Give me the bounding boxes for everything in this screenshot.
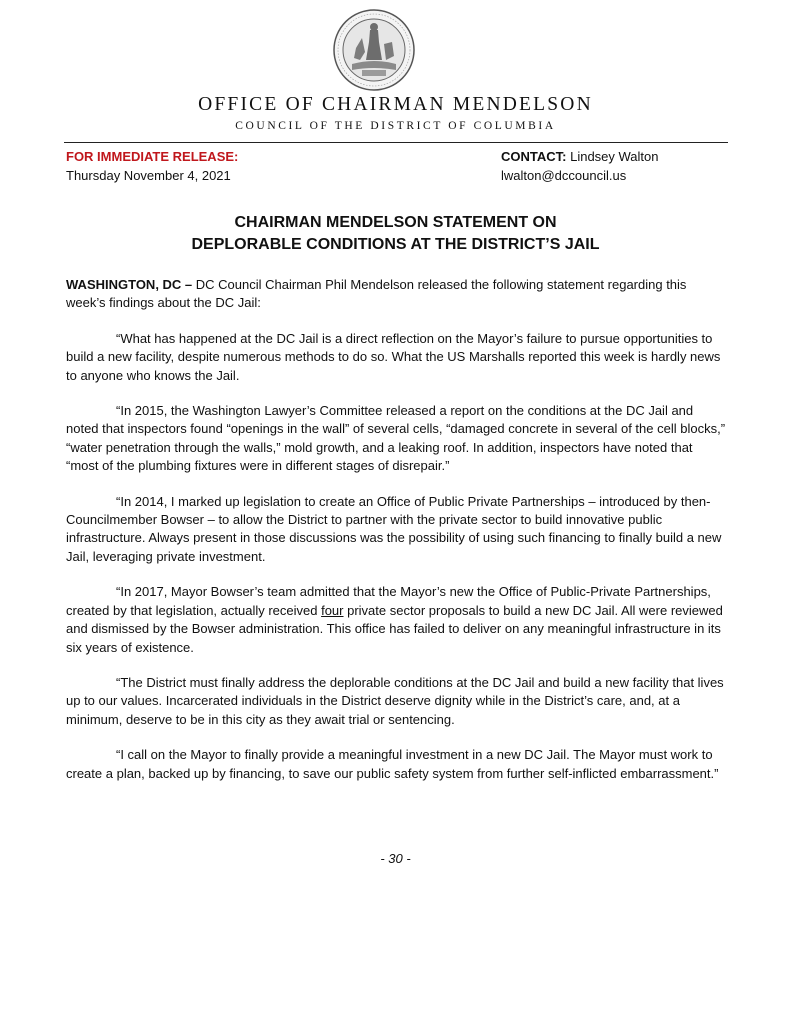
contact-name: Lindsey Walton <box>566 149 659 164</box>
underlined-word: four <box>321 602 344 618</box>
contact-label: CONTACT: <box>501 149 567 164</box>
council-name: COUNCIL OF THE DISTRICT OF COLUMBIA <box>235 120 556 132</box>
paragraph-4-part-1: “In 2017, Mayor Bowser’s team admitted that the Mayor’s new the Office of Public-Private Partnerships, created by that legislation, actually received <box>66 584 711 618</box>
paragraph-2: “In 2015, the Washington Lawyer’s Committee released a report on the conditions at the DC Jail and noted that inspectors found “openings in the wall” of several cells, “damaged concrete in several of the cell blocks,” “water penetration through the walls,” mold growth, and a leaking roof. In addition, inspectors have noted that “most of the plumbing fixtures were in different stages of disrepair.” <box>66 403 726 474</box>
paragraph-6: “I call on the Mayor to finally provide a meaningful investment in a new DC Jail. The Mayor must work to create a plan, backed up by financing, to save our public safety system from further self-inflicted embarrassment.” <box>66 747 719 781</box>
contact-line <box>501 149 659 164</box>
intro-paragraph <box>66 276 726 313</box>
release-date: Thursday November 4, 2021 <box>66 168 231 183</box>
paragraph-1: “What has happened at the DC Jail is a direct reflection on the Mayor’s failure to pursue opportunities to build a new facility, despite numerous methods to do so. What the US Marshalls reported this week is hardly news to anyone who knows the Jail. <box>66 330 721 383</box>
paragraph-4-part-2: private sector proposals to build a new DC Jail. All were reviewed and dismissed by the Bowser administration. This office has failed to deliver on any meaningful infrastructure in its six years of existence. <box>66 602 723 655</box>
headline-line-1: CHAIRMAN MENDELSON STATEMENT ON <box>234 214 557 231</box>
contact-email: lwalton@dccouncil.us <box>501 168 627 183</box>
dateline: WASHINGTON, DC – <box>66 277 193 292</box>
header-rule <box>64 142 728 143</box>
paragraph-4 <box>66 583 726 657</box>
paragraph-5: “The District must finally address the deplorable conditions at the DC Jail and build a new facility that lives up to our values. Incarcerated individuals in the District deserve dignity while in the District’s care, and, at a minimum, deserve to be in this city as they await trial or sentencing. <box>66 674 724 727</box>
headline-line-2: DEPLORABLE CONDITIONS AT THE DISTRICT’S JAIL <box>191 236 600 253</box>
statement-body <box>66 276 726 800</box>
intro-text: DC Council Chairman Phil Mendelson released the following statement regarding this week’s findings about the DC Jail: <box>66 277 687 311</box>
council-seal-icon <box>332 8 416 92</box>
release-label: FOR IMMEDIATE RELEASE: <box>66 149 239 164</box>
end-marker: - 30 - <box>380 851 411 866</box>
paragraph-3: “In 2014, I marked up legislation to create an Office of Public Private Partnerships – introduced by then-Councilmember Bowser – to allow the District to partner with the private sector to build innovative public infrastructure. Always present in those discussions was the possibility of using such financing to finally build a new Jail, leveraging private investment. <box>66 493 722 564</box>
office-name: OFFICE OF CHAIRMAN MENDELSON <box>198 94 593 115</box>
